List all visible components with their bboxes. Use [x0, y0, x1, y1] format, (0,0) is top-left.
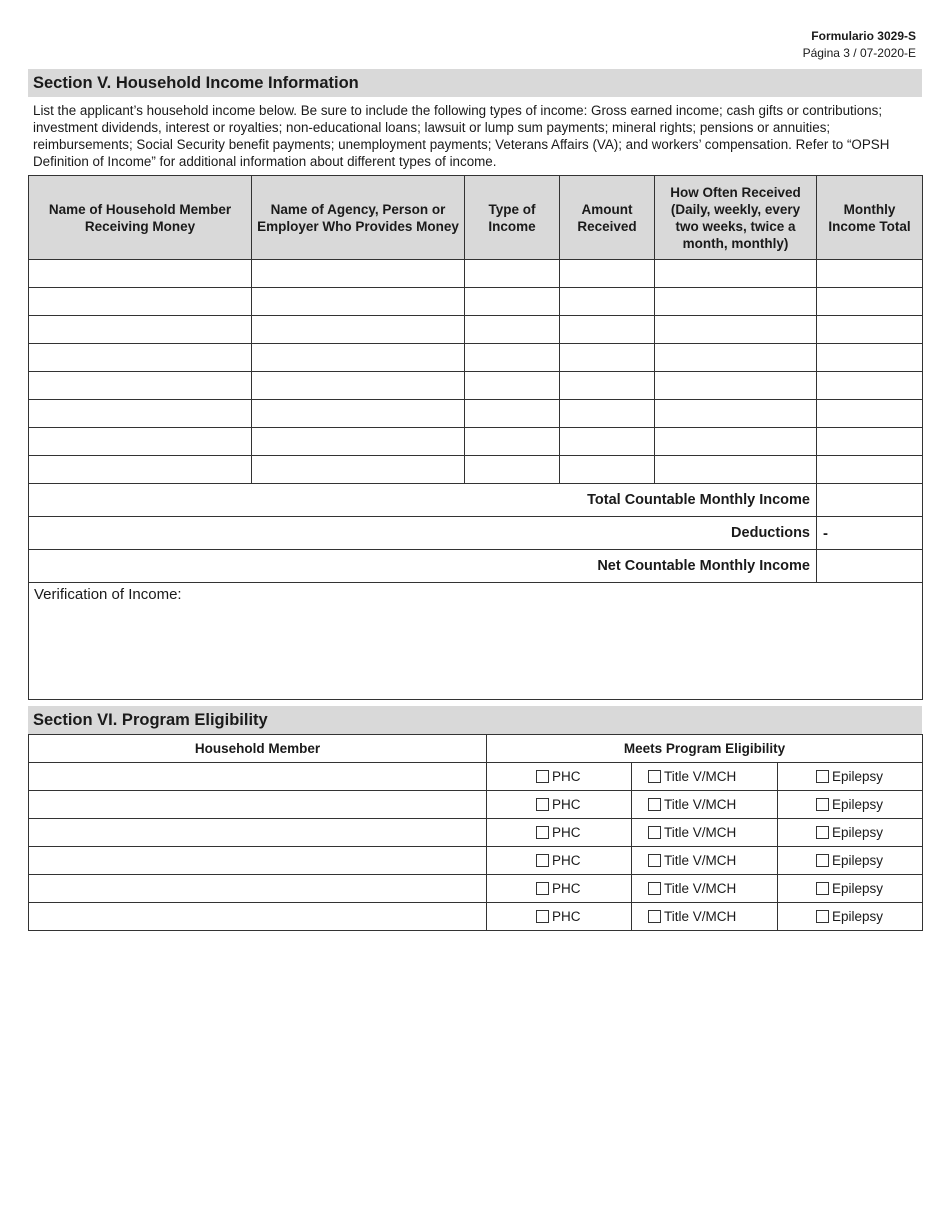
eligibility-row: [29, 791, 923, 819]
epilepsy-checkbox[interactable]: [816, 854, 829, 867]
verification-field[interactable]: [29, 583, 923, 700]
income-cell[interactable]: [817, 456, 923, 484]
eligibility-option-cell: [632, 763, 778, 791]
col-type-of-income: Type of Income: [465, 176, 560, 260]
income-cell[interactable]: [29, 260, 252, 288]
epilepsy-label: Epilepsy: [832, 881, 884, 896]
epilepsy-option[interactable]: [778, 797, 922, 812]
phc-checkbox[interactable]: [536, 798, 549, 811]
form-header: [803, 28, 916, 62]
page-info: Página 3 / 07-2020-E: [802, 46, 916, 60]
title-v-mch-checkbox[interactable]: [648, 798, 661, 811]
deductions-label: Deductions: [29, 517, 817, 550]
eligibility-option-cell: [632, 791, 778, 819]
epilepsy-checkbox[interactable]: [816, 882, 829, 895]
phc-checkbox[interactable]: [536, 882, 549, 895]
total-countable-label: Total Countable Monthly Income: [29, 484, 817, 517]
eligibility-option-cell: [778, 791, 923, 819]
eligibility-table: [28, 734, 923, 931]
phc-label: PHC: [552, 881, 581, 896]
epilepsy-label: Epilepsy: [832, 853, 884, 868]
eligibility-option-cell: [632, 875, 778, 903]
eligibility-option-cell: [778, 903, 923, 931]
epilepsy-label: Epilepsy: [832, 825, 884, 840]
col-amount-received: Amount Received: [560, 176, 655, 260]
phc-checkbox[interactable]: [536, 770, 549, 783]
income-row: [29, 400, 923, 428]
epilepsy-label: Epilepsy: [832, 909, 884, 924]
eligibility-option-cell: [778, 819, 923, 847]
eligibility-option-cell: [487, 847, 632, 875]
epilepsy-option[interactable]: [778, 769, 922, 784]
col-household-member: Name of Household Member Receiving Money: [29, 176, 252, 260]
title-v-mch-option[interactable]: [632, 881, 777, 896]
net-countable-field[interactable]: [817, 550, 923, 583]
income-cell[interactable]: [252, 400, 465, 428]
title-v-mch-checkbox[interactable]: [648, 882, 661, 895]
epilepsy-checkbox[interactable]: [816, 910, 829, 923]
epilepsy-option[interactable]: [778, 825, 922, 840]
income-cell[interactable]: [465, 316, 560, 344]
title-v-mch-checkbox[interactable]: [648, 910, 661, 923]
title-v-mch-option[interactable]: [632, 825, 777, 840]
income-cell[interactable]: [29, 288, 252, 316]
phc-label: PHC: [552, 769, 581, 784]
income-row: [29, 344, 923, 372]
income-row: [29, 372, 923, 400]
income-row: [29, 260, 923, 288]
title-v-mch-checkbox[interactable]: [648, 826, 661, 839]
eligibility-option-cell: [632, 903, 778, 931]
income-cell[interactable]: [655, 372, 817, 400]
col-how-often: How Often Received (Daily, weekly, every two weeks, twice a month, monthly): [655, 176, 817, 260]
title-v-mch-label: Title V/MCH: [664, 769, 737, 784]
epilepsy-checkbox[interactable]: [816, 770, 829, 783]
title-v-mch-option[interactable]: [632, 909, 777, 924]
verification-label: Verification of Income:: [34, 586, 182, 603]
phc-label: PHC: [552, 853, 581, 868]
title-v-mch-option[interactable]: [632, 797, 777, 812]
income-cell[interactable]: [655, 344, 817, 372]
title-v-mch-checkbox[interactable]: [648, 770, 661, 783]
eligibility-option-cell: [487, 819, 632, 847]
epilepsy-option[interactable]: [778, 909, 922, 924]
income-cell[interactable]: [560, 372, 655, 400]
household-member-field[interactable]: [29, 847, 487, 875]
title-v-mch-label: Title V/MCH: [664, 825, 737, 840]
income-cell[interactable]: [655, 400, 817, 428]
income-cell[interactable]: [560, 456, 655, 484]
eligibility-row: [29, 875, 923, 903]
income-cell[interactable]: [252, 316, 465, 344]
income-cell[interactable]: [817, 400, 923, 428]
income-table: [28, 175, 923, 700]
eligibility-option-cell: [632, 847, 778, 875]
deductions-field[interactable]: -: [817, 517, 923, 550]
phc-option[interactable]: [487, 853, 631, 868]
phc-checkbox[interactable]: [536, 826, 549, 839]
income-row: [29, 288, 923, 316]
phc-option[interactable]: [487, 797, 631, 812]
income-cell[interactable]: [252, 260, 465, 288]
phc-option[interactable]: [487, 825, 631, 840]
eligibility-option-cell: [487, 875, 632, 903]
income-cell[interactable]: [560, 344, 655, 372]
income-cell[interactable]: [29, 456, 252, 484]
income-cell[interactable]: [817, 260, 923, 288]
eligibility-option-cell: [487, 903, 632, 931]
phc-option[interactable]: [487, 769, 631, 784]
income-cell[interactable]: [465, 344, 560, 372]
income-cell[interactable]: [560, 260, 655, 288]
eligibility-option-cell: [487, 791, 632, 819]
eligibility-option-cell: [778, 847, 923, 875]
col-meets-eligibility: Meets Program Eligibility: [487, 735, 923, 763]
income-cell[interactable]: [465, 400, 560, 428]
income-cell[interactable]: [817, 344, 923, 372]
phc-option[interactable]: [487, 909, 631, 924]
section-v-title: Section V. Household Income Information: [28, 69, 922, 97]
verification-row: [29, 583, 923, 700]
eligibility-row: [29, 903, 923, 931]
income-cell[interactable]: [655, 456, 817, 484]
income-cell[interactable]: [29, 316, 252, 344]
epilepsy-checkbox[interactable]: [816, 798, 829, 811]
income-row: [29, 456, 923, 484]
title-v-mch-option[interactable]: [632, 853, 777, 868]
eligibility-row: [29, 763, 923, 791]
eligibility-option-cell: [778, 763, 923, 791]
income-cell[interactable]: [252, 344, 465, 372]
title-v-mch-label: Title V/MCH: [664, 797, 737, 812]
title-v-mch-label: Title V/MCH: [664, 853, 737, 868]
eligibility-option-cell: [632, 819, 778, 847]
income-row: [29, 316, 923, 344]
income-cell[interactable]: [817, 316, 923, 344]
income-cell[interactable]: [29, 428, 252, 456]
col-monthly-total: Monthly Income Total: [817, 176, 923, 260]
epilepsy-option[interactable]: [778, 853, 922, 868]
income-cell[interactable]: [465, 372, 560, 400]
epilepsy-label: Epilepsy: [832, 769, 884, 784]
phc-label: PHC: [552, 909, 581, 924]
income-cell[interactable]: [252, 372, 465, 400]
income-cell[interactable]: [465, 456, 560, 484]
title-v-mch-label: Title V/MCH: [664, 881, 737, 896]
eligibility-row: [29, 819, 923, 847]
phc-checkbox[interactable]: [536, 854, 549, 867]
section-vi-title: Section VI. Program Eligibility: [28, 706, 922, 734]
household-member-field[interactable]: [29, 875, 487, 903]
income-cell[interactable]: [252, 428, 465, 456]
income-cell[interactable]: [29, 344, 252, 372]
summary-deductions-row: [29, 517, 923, 550]
phc-label: PHC: [552, 825, 581, 840]
phc-label: PHC: [552, 797, 581, 812]
income-cell[interactable]: [817, 288, 923, 316]
income-cell[interactable]: [655, 428, 817, 456]
income-cell[interactable]: [560, 400, 655, 428]
income-cell[interactable]: [465, 288, 560, 316]
household-member-field[interactable]: [29, 791, 487, 819]
income-cell[interactable]: [655, 288, 817, 316]
household-member-field[interactable]: [29, 763, 487, 791]
epilepsy-label: Epilepsy: [832, 797, 884, 812]
net-countable-label: Net Countable Monthly Income: [29, 550, 817, 583]
eligibility-option-cell: [487, 763, 632, 791]
col-agency: Name of Agency, Person or Employer Who Provides Money: [252, 176, 465, 260]
household-member-field[interactable]: [29, 819, 487, 847]
income-cell[interactable]: [252, 456, 465, 484]
household-member-field[interactable]: [29, 903, 487, 931]
summary-net-row: [29, 550, 923, 583]
income-cell[interactable]: [465, 260, 560, 288]
income-row: [29, 428, 923, 456]
epilepsy-option[interactable]: [778, 881, 922, 896]
income-cell[interactable]: [560, 428, 655, 456]
title-v-mch-checkbox[interactable]: [648, 854, 661, 867]
income-cell[interactable]: [29, 372, 252, 400]
section-v-intro: List the applicant’s household income below. Be sure to include the following types of income: Gross earned income; cash gifts or contributions; investment dividends, interest or royalties; non-educational loans; lawsuit or lump sum payments; mineral rights; pensions or annuities; reimbursements; Social Security benefit payments; unemployment payments; Veterans Affairs (VA); and workers’ compensation. Refer to “OPSH Definition of Income” for additional information about different types of income.: [33, 103, 890, 169]
form-number: Formulario 3029-S: [811, 29, 916, 43]
col-household-member-vi: Household Member: [29, 735, 487, 763]
income-cell[interactable]: [817, 428, 923, 456]
phc-option[interactable]: [487, 881, 631, 896]
eligibility-option-cell: [778, 875, 923, 903]
total-countable-field[interactable]: [817, 484, 923, 517]
income-cell[interactable]: [29, 400, 252, 428]
income-cell[interactable]: [560, 288, 655, 316]
title-v-mch-label: Title V/MCH: [664, 909, 737, 924]
income-cell[interactable]: [655, 316, 817, 344]
income-cell[interactable]: [252, 288, 465, 316]
title-v-mch-option[interactable]: [632, 769, 777, 784]
income-cell[interactable]: [560, 316, 655, 344]
income-cell[interactable]: [817, 372, 923, 400]
phc-checkbox[interactable]: [536, 910, 549, 923]
income-cell[interactable]: [465, 428, 560, 456]
income-cell[interactable]: [655, 260, 817, 288]
epilepsy-checkbox[interactable]: [816, 826, 829, 839]
summary-total-row: [29, 484, 923, 517]
eligibility-row: [29, 847, 923, 875]
